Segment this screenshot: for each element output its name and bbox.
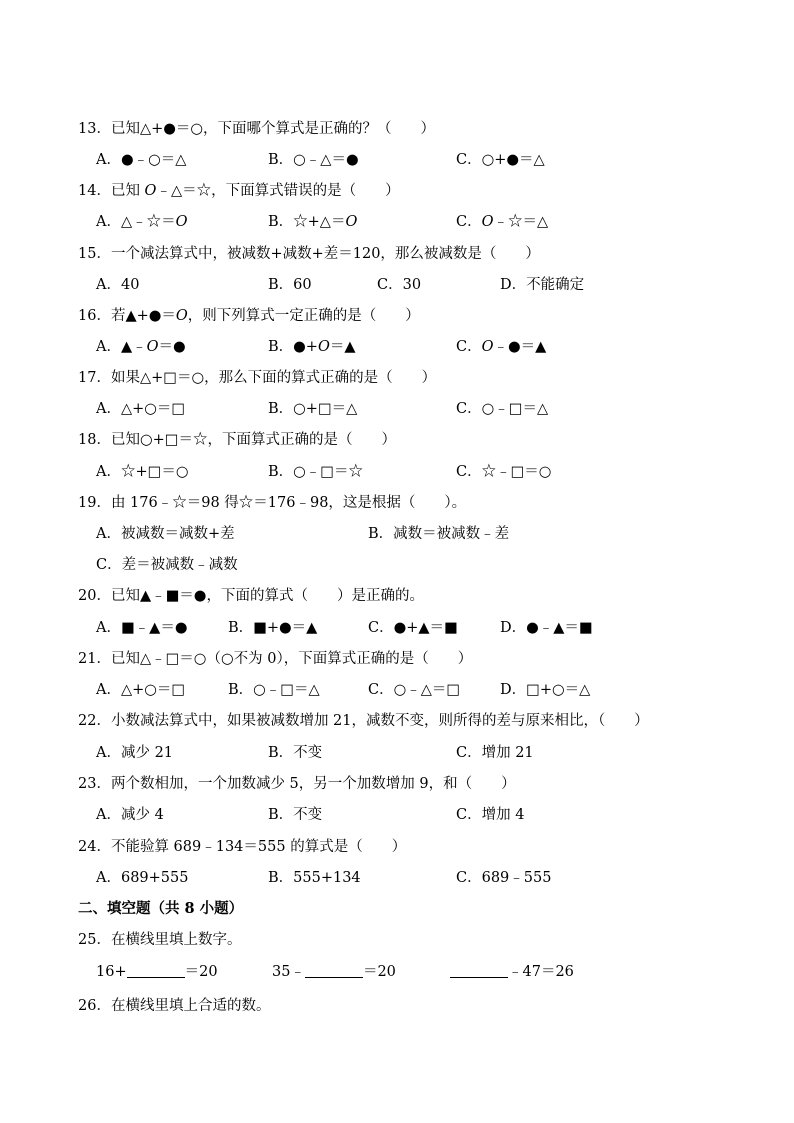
question-16-option-a: A．▲﹣𝑂＝● [96,339,186,355]
question-15-option-a: A．40 [96,277,140,293]
question-16-option-b: B．●+𝑂＝▲ [268,339,356,355]
question-13-stem: 13．已知△+●＝○，下面哪个算式是正确的？（ ） [78,121,436,137]
question-18-stem: 18．已知○+□＝☆，下面算式正确的是（ ） [78,432,396,448]
question-13-option-b: B．○﹣△＝● [268,152,359,168]
question-24-option-c: C．689﹣555 [456,870,552,886]
question-15-stem: 15．一个减法算式中，被减数+减数+差＝120，那么被减数是（ ） [78,246,540,262]
question-13-option-a: A．●﹣○＝△ [96,152,187,168]
question-15-option-d: D．不能确定 [500,277,585,293]
fill-blank-2-suffix: ＝20 [362,964,396,980]
question-20-stem: 20．已知▲﹣■＝●，下面的算式（ ）是正确的。 [78,588,424,604]
question-18-option-a: A．☆+□＝○ [96,464,189,480]
section-heading: 二、填空题（共 8 小题） [78,900,244,917]
question-21-option-b: B．○﹣□＝△ [228,682,320,698]
question-16-option-c: C．𝑂﹣●＝▲ [456,339,547,355]
question-15-option-b: B．60 [268,277,312,293]
question-23-stem: 23．两个数相加，一个加数减少 5，另一个加数增加 9，和（ ） [78,776,516,792]
question-14-option-c: C．𝑂﹣☆＝△ [456,214,549,230]
question-17-option-b: B．○+□＝△ [268,401,358,417]
fill-blank-2-prefix: 35﹣ [272,964,305,980]
question-19-option-a: A．被减数＝减数+差 [96,526,235,542]
question-20-option-b: B．■+●＝▲ [228,620,318,636]
question-19-option-c: C．差＝被减数﹣减数 [96,557,238,573]
question-14-option-a: A．△﹣☆＝𝑂 [96,214,188,230]
question-13-option-c: C．○+●＝△ [456,152,545,168]
question-24-option-b: B．555+134 [268,870,361,886]
answer-blank[interactable] [127,963,185,978]
question-19-option-b: B．减数＝被减数﹣差 [368,526,510,542]
answer-blank[interactable] [450,963,508,978]
question-24-option-a: A．689+555 [96,870,189,886]
question-20-option-d: D．●﹣▲＝■ [500,620,593,636]
question-23-option-b: B．不变 [268,807,323,823]
question-21-stem: 21．已知△﹣□＝○（○不为 0），下面算式正确的是（ ） [78,651,473,667]
question-23-option-c: C．增加 4 [456,807,525,823]
question-24-stem: 24．不能验算 689﹣134＝555 的算式是（ ） [78,839,407,855]
question-17-stem: 17．如果△+□＝○，那么下面的算式正确的是（ ） [78,370,437,386]
question-21-option-c: C．○﹣△＝□ [368,682,461,698]
question-17-option-a: A．△+○＝□ [96,401,186,417]
question-16-stem: 16．若▲+●＝𝑂，则下列算式一定正确的是（ ） [78,308,420,324]
question-21-option-a: A．△+○＝□ [96,682,186,698]
fill-blank-2 [272,962,396,982]
question-21-option-d: D．□+○＝△ [500,682,591,698]
fill-blank-1-prefix: 16+ [96,964,127,980]
question-22-option-a: A．减少 21 [96,745,174,761]
question-22-option-b: B．不变 [268,745,323,761]
question-19-stem: 19．由 176﹣☆＝98 得☆＝176﹣98，这是根据（ ）。 [78,495,467,511]
answer-blank[interactable] [305,963,363,978]
question-23-option-a: A．减少 4 [96,807,164,823]
fill-blank-3 [450,962,574,982]
question-20-option-a: A．■﹣▲＝● [96,620,188,636]
question-18-option-c: C．☆﹣□＝○ [456,464,552,480]
question-14-stem: 14．已知 𝑂﹣△＝☆，下面算式错误的是（ ） [78,183,400,199]
question-20-option-c: C．●+▲＝■ [368,620,458,636]
question-17-option-c: C．○﹣□＝△ [456,401,549,417]
fill-blank-3-suffix: ﹣47＝26 [508,964,574,980]
question-26-stem: 26．在横线里填上合适的数。 [78,998,271,1014]
question-15-option-c: C．30 [377,277,422,293]
question-18-option-b: B．○﹣□＝☆ [268,464,364,480]
question-22-stem: 22．小数减法算式中，如果被减数增加 21，减数不变，则所得的差与原来相比，（ ） [78,713,649,729]
fill-blank-1 [96,962,218,982]
fill-blank-1-suffix: ＝20 [184,964,218,980]
question-14-option-b: B．☆+△＝𝑂 [268,214,358,230]
question-25-stem: 25．在横线里填上数字。 [78,932,242,948]
question-22-option-c: C．增加 21 [456,745,534,761]
